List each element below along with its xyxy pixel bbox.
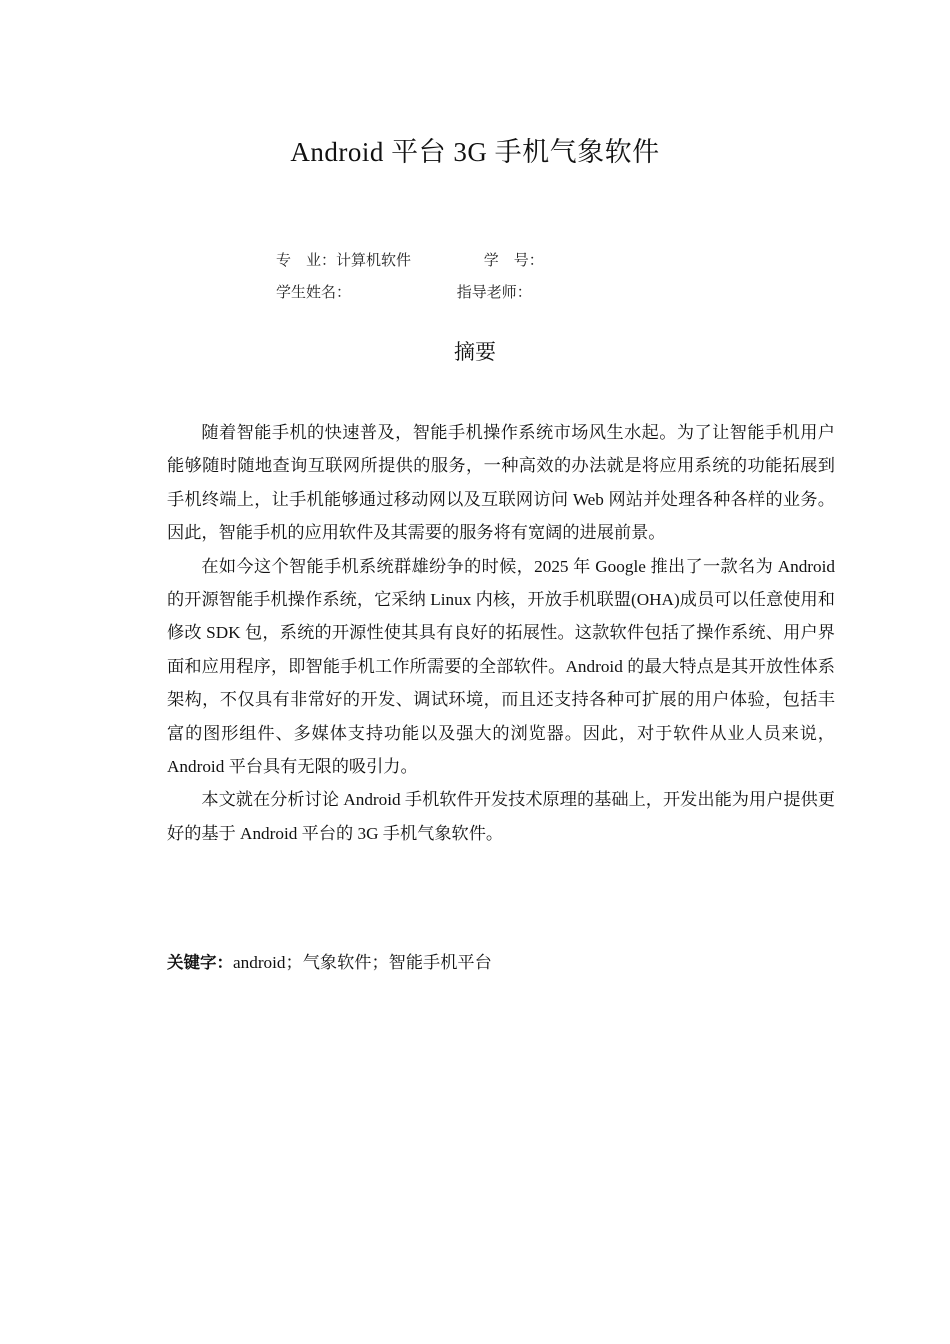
student-name-field (276, 281, 452, 302)
abstract-paragraph: 随着智能手机的快速普及，智能手机操作系统市场风生水起。为了让智能手机用户能够随时随地查询互联网所提供的服务，一种高效的办法就是将应用系统的功能拓展到手机终端上，让手机能够通过移动网以及互联网访问 Web 网站并处理各种各样的业务。因此，智能手机的应用软件及其需要的服务将有宽阔的进展前景。 (167, 423, 835, 543)
abstract-paragraph: 本文就在分析讨论 Android 手机软件开发技术原理的基础上，开发出能为用户提供更好的基于 Android 平台的 3G 手机气象软件。 (167, 790, 835, 843)
abstract-heading: 摘要 (454, 340, 496, 364)
keywords-line (167, 946, 492, 979)
meta-row-name-advisor (276, 281, 532, 302)
abstract-paragraph: 在如今这个智能手机系统群雄纷争的时候，2025 年 Google 推出了一款名为 Android 的开源智能手机操作系统，它采纳 Linux 内核，开放手机联盟(OHA)成员可以任意使用和修改 SDK 包，系统的开源性使其具有良好的拓展性。这款软件包括了操作系统、用户界面和应用程序，即智能手机工作所需要的全部软件。Android 的最大特点是其开放性体系架构，不仅具有非常好的开发、调试环境，而且还支持各种可扩展的用户体验，包括丰富的图形组件、多媒体支持功能以及强大的浏览器。因此，对于软件从业人员来说，Android 平台具有无限的吸引力。 (167, 556, 835, 777)
student-id-field (484, 249, 544, 270)
advisor-field (457, 281, 532, 302)
advisor-label: 指导老师： (456, 283, 532, 301)
keywords-value: android；气象软件；智能手机平台 (233, 953, 492, 972)
document-title: Android 平台 3G 手机气象软件 (290, 137, 660, 167)
keywords-label: 关键字： (167, 953, 233, 972)
meta-row-major-id (276, 249, 544, 270)
major-field (276, 249, 479, 270)
student-id-label: 学 号： (483, 251, 544, 269)
major-label: 专 业： (276, 251, 337, 269)
student-name-label: 学生姓名： (276, 283, 352, 301)
major-value: 计算机软件 (336, 251, 412, 269)
abstract-body (167, 416, 835, 850)
